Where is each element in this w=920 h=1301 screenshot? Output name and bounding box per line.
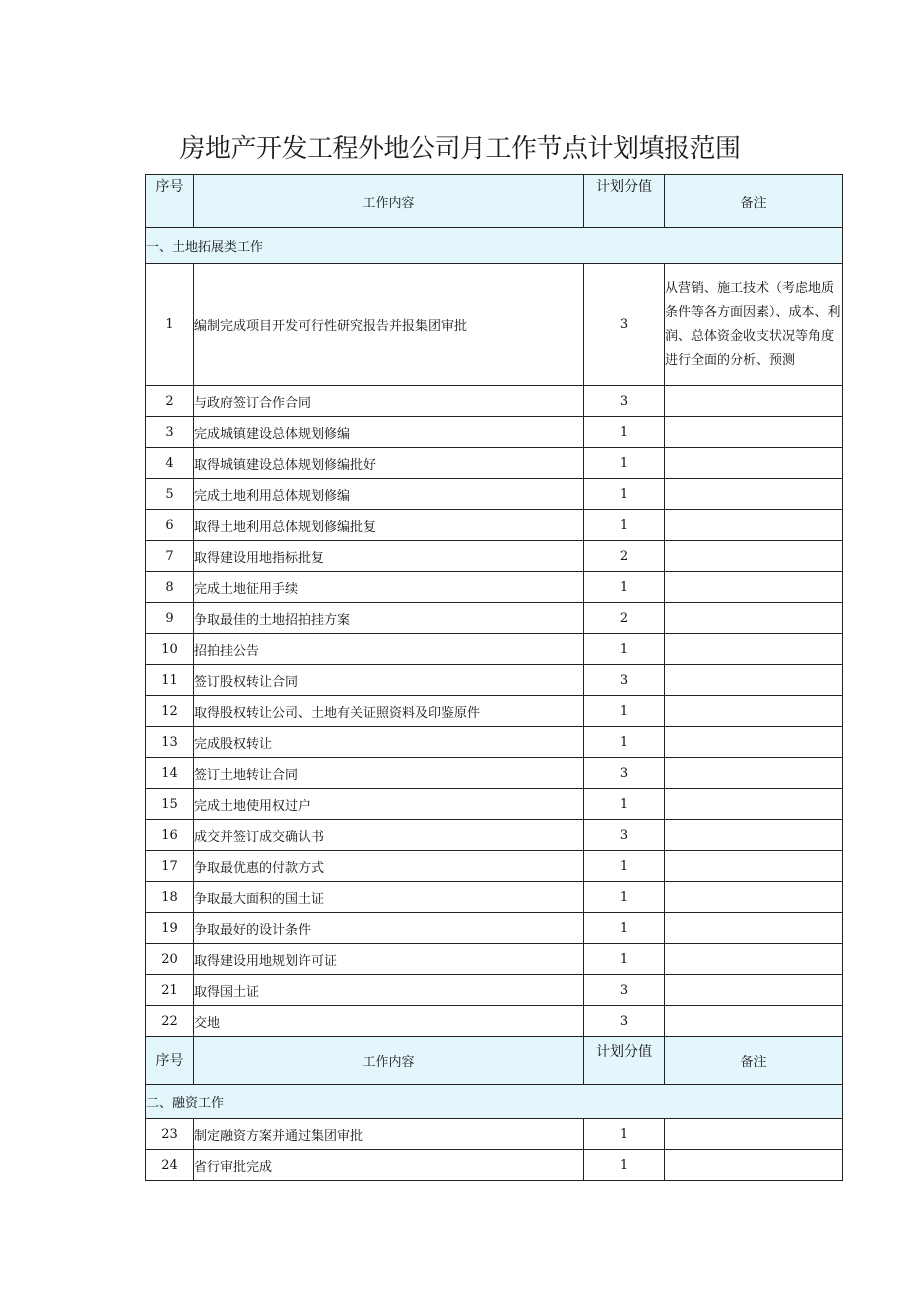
row-number: 5 — [146, 479, 194, 510]
section-title: 一、土地拓展类工作 — [146, 228, 843, 264]
table-row — [146, 820, 843, 851]
row-number: 23 — [146, 1119, 194, 1150]
row-note — [665, 634, 843, 665]
row-number: 2 — [146, 386, 194, 417]
work-plan-table-body — [146, 175, 843, 1181]
table-row — [146, 758, 843, 789]
table-row — [146, 264, 843, 386]
row-score: 1 — [584, 448, 665, 479]
row-task: 与政府签订合作合同 — [194, 386, 584, 417]
row-task: 完成土地征用手续 — [194, 572, 584, 603]
row-task: 取得建设用地指标批复 — [194, 541, 584, 572]
row-note — [665, 789, 843, 820]
row-note: 从营销、施工技术（考虑地质条件等各方面因素）、成本、利润、总体资金收支状况等角度进行全面的分析、预测 — [665, 264, 843, 386]
row-number: 8 — [146, 572, 194, 603]
row-number: 16 — [146, 820, 194, 851]
table-row — [146, 944, 843, 975]
header-seq: 序号 — [146, 1037, 194, 1085]
row-note — [665, 479, 843, 510]
row-note — [665, 417, 843, 448]
row-note — [665, 882, 843, 913]
row-number: 24 — [146, 1150, 194, 1181]
row-task: 省行审批完成 — [194, 1150, 584, 1181]
row-score: 3 — [584, 386, 665, 417]
row-score: 3 — [584, 758, 665, 789]
section-row — [146, 228, 843, 264]
row-score: 1 — [584, 696, 665, 727]
row-score: 3 — [584, 820, 665, 851]
header-content: 工作内容 — [194, 175, 584, 228]
row-task: 签订股权转让合同 — [194, 665, 584, 696]
row-task: 完成城镇建设总体规划修编 — [194, 417, 584, 448]
table-row — [146, 603, 843, 634]
row-note — [665, 572, 843, 603]
row-task: 争取最佳的土地招拍挂方案 — [194, 603, 584, 634]
row-task: 交地 — [194, 1006, 584, 1037]
row-note — [665, 541, 843, 572]
row-score: 1 — [584, 727, 665, 758]
row-score: 1 — [584, 479, 665, 510]
row-number: 21 — [146, 975, 194, 1006]
row-score: 3 — [584, 264, 665, 386]
row-score: 3 — [584, 975, 665, 1006]
page-title: 房地产开发工程外地公司月工作节点计划填报范围 — [179, 134, 741, 164]
row-number: 19 — [146, 913, 194, 944]
row-task: 取得股权转让公司、土地有关证照资料及印鉴原件 — [194, 696, 584, 727]
row-task: 取得建设用地规划许可证 — [194, 944, 584, 975]
row-number: 18 — [146, 882, 194, 913]
row-number: 9 — [146, 603, 194, 634]
row-score: 1 — [584, 1150, 665, 1181]
header-note: 备注 — [665, 1037, 843, 1085]
row-note — [665, 944, 843, 975]
table-row — [146, 665, 843, 696]
row-note — [665, 448, 843, 479]
row-score: 1 — [584, 944, 665, 975]
row-score: 1 — [584, 510, 665, 541]
table-row — [146, 386, 843, 417]
row-note — [665, 851, 843, 882]
table-row — [146, 696, 843, 727]
section-row — [146, 1085, 843, 1119]
row-note — [665, 386, 843, 417]
row-task: 制定融资方案并通过集团审批 — [194, 1119, 584, 1150]
header-seq: 序号 — [146, 175, 194, 228]
table-row — [146, 1006, 843, 1037]
row-note — [665, 1119, 843, 1150]
row-number: 20 — [146, 944, 194, 975]
row-score: 1 — [584, 882, 665, 913]
row-number: 6 — [146, 510, 194, 541]
row-task: 争取最好的设计条件 — [194, 913, 584, 944]
table-row — [146, 1119, 843, 1150]
table-row — [146, 913, 843, 944]
table-header-row — [146, 1037, 843, 1085]
row-number: 4 — [146, 448, 194, 479]
header-note: 备注 — [665, 175, 843, 228]
table-row — [146, 1150, 843, 1181]
table-row — [146, 448, 843, 479]
row-task: 争取最优惠的付款方式 — [194, 851, 584, 882]
row-number: 14 — [146, 758, 194, 789]
row-number: 1 — [146, 264, 194, 386]
row-note — [665, 1006, 843, 1037]
row-task: 完成土地利用总体规划修编 — [194, 479, 584, 510]
row-score: 2 — [584, 603, 665, 634]
table-row — [146, 479, 843, 510]
row-note — [665, 665, 843, 696]
row-number: 7 — [146, 541, 194, 572]
row-task: 编制完成项目开发可行性研究报告并报集团审批 — [194, 264, 584, 386]
row-note — [665, 1150, 843, 1181]
row-number: 15 — [146, 789, 194, 820]
row-score: 3 — [584, 665, 665, 696]
row-note — [665, 510, 843, 541]
row-number: 13 — [146, 727, 194, 758]
table-row — [146, 727, 843, 758]
row-number: 12 — [146, 696, 194, 727]
row-score: 1 — [584, 417, 665, 448]
table-row — [146, 789, 843, 820]
table-row — [146, 634, 843, 665]
table-row — [146, 541, 843, 572]
row-note — [665, 820, 843, 851]
row-number: 3 — [146, 417, 194, 448]
table-row — [146, 975, 843, 1006]
row-task: 取得国土证 — [194, 975, 584, 1006]
row-task: 签订土地转让合同 — [194, 758, 584, 789]
table-row — [146, 417, 843, 448]
work-plan-table — [145, 174, 843, 1181]
row-note — [665, 975, 843, 1006]
row-task: 取得土地利用总体规划修编批复 — [194, 510, 584, 541]
row-number: 22 — [146, 1006, 194, 1037]
row-task: 完成股权转让 — [194, 727, 584, 758]
row-note — [665, 696, 843, 727]
table-row — [146, 572, 843, 603]
row-note — [665, 603, 843, 634]
table-row — [146, 882, 843, 913]
header-score: 计划分值 — [584, 175, 665, 228]
row-task: 完成土地使用权过户 — [194, 789, 584, 820]
row-number: 11 — [146, 665, 194, 696]
table-row — [146, 851, 843, 882]
row-score: 2 — [584, 541, 665, 572]
section-title: 二、融资工作 — [146, 1085, 843, 1119]
row-score: 1 — [584, 913, 665, 944]
row-number: 10 — [146, 634, 194, 665]
row-task: 争取最大面积的国土证 — [194, 882, 584, 913]
row-task: 成交并签订成交确认书 — [194, 820, 584, 851]
header-content: 工作内容 — [194, 1037, 584, 1085]
row-note — [665, 913, 843, 944]
row-number: 17 — [146, 851, 194, 882]
row-score: 1 — [584, 634, 665, 665]
table-row — [146, 510, 843, 541]
row-score: 1 — [584, 789, 665, 820]
row-score: 1 — [584, 851, 665, 882]
header-score: 计划分值 — [584, 1037, 665, 1085]
row-score: 1 — [584, 1119, 665, 1150]
row-note — [665, 758, 843, 789]
row-task: 招拍挂公告 — [194, 634, 584, 665]
row-score: 3 — [584, 1006, 665, 1037]
table-header-row — [146, 175, 843, 228]
row-score: 1 — [584, 572, 665, 603]
row-task: 取得城镇建设总体规划修编批好 — [194, 448, 584, 479]
row-note — [665, 727, 843, 758]
